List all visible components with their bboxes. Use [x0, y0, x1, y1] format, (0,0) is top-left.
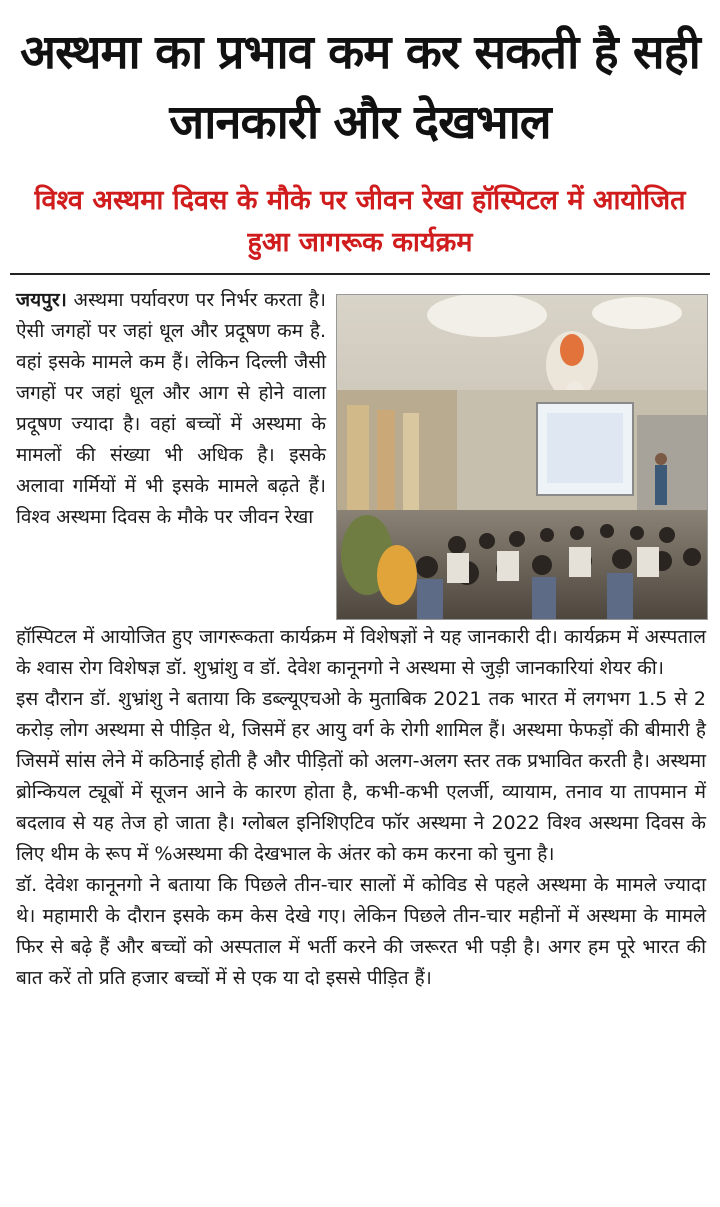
- lead-text: अस्थमा पर्यावरण पर निर्भर करता है। ऐसी जगहों पर जहां धूल और प्रदूषण कम है. वहां इसके मामले कम हैं। लेकिन दिल्ली जैसी जगहों पर जहां धूल और आग से होने वाला प्रदूषण ज्यादा है। वहां बच्चों में अस्थमा के मामलों की संख्या भी अधिक है। इसके अलावा गर्मियों में भी इसके मामले बढ़ते हैं। विश्व अस्थमा दिवस के मौके पर जीवन रेखा: [16, 289, 327, 528]
- divider-rule: [10, 273, 710, 275]
- dateline: जयपुर।: [16, 289, 67, 311]
- headline: अस्थमा का प्रभाव कम कर सकती है सही जानकारी और देखभाल: [20, 25, 700, 150]
- event-photo: [336, 294, 708, 620]
- paragraph-2: इस दौरान डॉ. शुभ्रांशु ने बताया कि डब्ल्यूएचओ के मुताबिक 2021 तक भारत में लगभग 1.5 से 2 करोड़ लोग अस्थमा से पीड़ित थे, जिसमें हर आयु वर्ग के रोगी शामिल हैं। अस्थमा फेफड़ों की बीमारी है जिसमें सांस लेने में कठिनाई होती है और पीड़ितों को अलग-अलग स्तर तक प्रभावित करती है। अस्थमा ब्रोन्कियल ट्यूबों में सूजन आने के कारण होता है, कभी-कभी एलर्जी, व्यायाम, तनाव या तापमान में बदलाव से यह तेज हो जाता है। ग्लोबल इनिशिएटिव फॉर अस्थमा ने 2022 विश्व अस्थमा दिवस के लिए थीम के रूप में %अस्थमा की देखभाल के अंतर को कम करना को चुना है।: [16, 688, 706, 865]
- lead-continuation: हॉस्पिटल में आयोजित हुए जागरूकता कार्यक्रम में विशेषज्ञों ने यह जानकारी दी। कार्यक्रम में अस्पताल के श्वास रोग विशेषज्ञ डॉ. शुभ्रांशु व डॉ. देवेश कानूनगो ने अस्थमा से जुड़ी जानकारियां शेयर की।: [16, 626, 706, 679]
- subheadline: विश्व अस्थमा दिवस के मौके पर जीवन रेखा हॉस्पिटल में आयोजित हुआ जागरूक कार्यक्रम: [34, 185, 686, 258]
- paragraph-3: डॉ. देवेश कानूनगो ने बताया कि पिछले तीन-चार सालों में कोविड से पहले अस्थमा के मामले ज्यादा थे। महामारी के दौरान इसके कम केस देखे गए। लेकिन पिछले तीन-चार महीनों में अस्थमा के मामले फिर से बढ़े हैं और बच्चों को अस्पताल में भर्ती करने की जरूरत भी पड़ी है। अगर हम पूरे भारत की बात करें तो प्रति हजार बच्चों में से एक या दो इससे पीड़ित हैं।: [16, 874, 706, 989]
- article-body: [16, 622, 706, 994]
- lead-column: [16, 285, 326, 533]
